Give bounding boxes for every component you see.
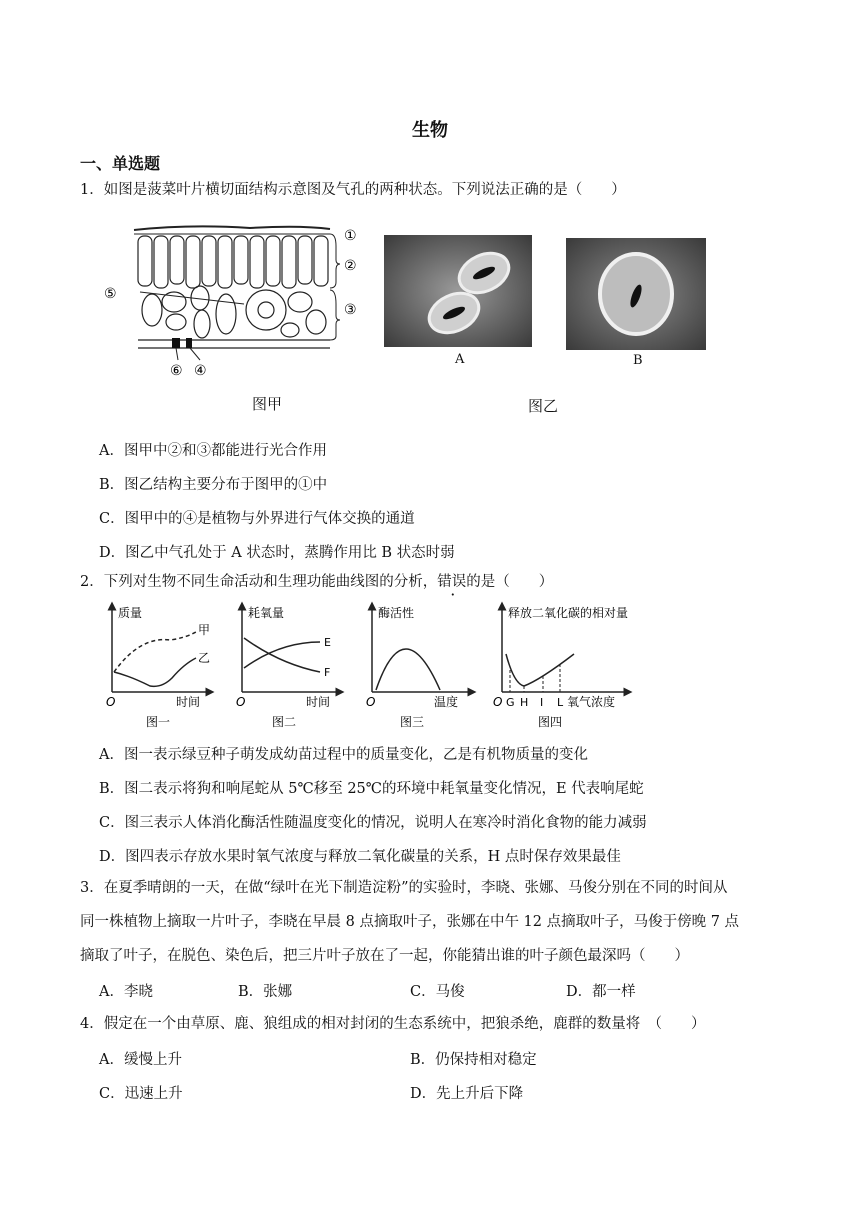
stomata-photo-a bbox=[384, 235, 532, 347]
svg-text:O: O bbox=[106, 695, 116, 709]
q2-stem-pre: 2．下列对生物不同生命活动和生理功能曲线图的分析， bbox=[80, 574, 438, 590]
q2-stem-post: 的是（ ） bbox=[466, 574, 554, 590]
q2-option-d[interactable]: D．图四表示存放水果时氧气浓度与释放二氧化碳量的关系，H 点时保存效果最佳 bbox=[99, 849, 621, 865]
question-1-stem: 1．如图是菠菜叶片横切面结构示意图及气孔的两种状态。下列说法正确的是（ ） bbox=[80, 182, 626, 198]
q3-option-c[interactable]: C．马俊 bbox=[410, 984, 465, 1000]
q1-option-c[interactable]: C．图甲中的④是植物与外界进行气体交换的通道 bbox=[99, 511, 415, 527]
q2-stem-emphasis: 错误 bbox=[437, 574, 467, 590]
stomata-photo-b bbox=[566, 238, 706, 350]
q2-option-c[interactable]: C．图三表示人体消化酶活性随温度变化的情况，说明人在寒冷时消化食物的能力减弱 bbox=[99, 815, 647, 831]
graph-2 bbox=[236, 605, 340, 729]
graph-2-series-f: F bbox=[324, 666, 331, 679]
leaf-cross-section-diagram bbox=[104, 220, 370, 385]
q1-option-a[interactable]: A．图甲中②和③都能进行光合作用 bbox=[99, 443, 327, 459]
svg-text:O: O bbox=[236, 695, 246, 709]
q3-option-b[interactable]: B．张娜 bbox=[238, 984, 293, 1000]
q3-option-a[interactable]: A．李晓 bbox=[99, 984, 153, 1000]
page-title: 生物 bbox=[412, 120, 448, 141]
graph-4-ylabel: 释放二氧化碳的相对量 bbox=[508, 606, 629, 620]
graph-1 bbox=[106, 605, 210, 729]
graph-4-caption: 图四 bbox=[538, 715, 563, 729]
question-3-line-2: 同一株植物上摘取一片叶子，李晓在早晨 8 点摘取叶子，张娜在中午 12 点摘取叶子，马俊于傍晚 7 点 bbox=[80, 914, 740, 930]
label-3: ③ bbox=[344, 302, 357, 318]
label-5: ⑤ bbox=[104, 286, 117, 302]
graph-1-series-jia: 甲 bbox=[198, 623, 211, 637]
graph-2-caption: 图二 bbox=[272, 715, 297, 729]
graph-3 bbox=[366, 605, 472, 729]
q4-option-a[interactable]: A．缓慢上升 bbox=[99, 1052, 182, 1068]
figure-yi-caption: 图乙 bbox=[528, 397, 559, 415]
svg-text:O: O bbox=[493, 695, 503, 709]
graph-3-caption: 图三 bbox=[400, 715, 425, 729]
q1-option-d[interactable]: D．图乙中气孔处于 A 状态时，蒸腾作用比 B 状态时弱 bbox=[99, 545, 455, 561]
photo-label-a: A bbox=[455, 352, 465, 367]
q2-option-b[interactable]: B．图二表示将狗和响尾蛇从 5℃移至 25℃的环境中耗氧量变化情况，E 代表响尾蛇 bbox=[99, 781, 644, 797]
q4-option-b[interactable]: B．仍保持相对稳定 bbox=[410, 1052, 537, 1068]
svg-text:L: L bbox=[557, 696, 564, 709]
graph-1-caption: 图一 bbox=[146, 715, 171, 729]
q1-option-b[interactable]: B．图乙结构主要分布于图甲的①中 bbox=[99, 477, 328, 493]
photo-label-b: B bbox=[633, 353, 643, 368]
graph-3-xlabel: 温度 bbox=[434, 695, 459, 709]
graph-1-xlabel: 时间 bbox=[176, 695, 201, 709]
question-2-stem bbox=[80, 572, 553, 592]
q4-option-c[interactable]: C．迅速上升 bbox=[99, 1086, 183, 1102]
q2-graphs bbox=[100, 602, 660, 732]
svg-text:O: O bbox=[366, 695, 376, 709]
svg-text:I: I bbox=[540, 696, 544, 709]
q4-option-d[interactable]: D．先上升后下降 bbox=[410, 1086, 524, 1102]
question-4-stem: 4．假定在一个由草原、鹿、狼组成的相对封闭的生态系统中，把狼杀绝，鹿群的数量将 （ ） bbox=[80, 1016, 706, 1032]
graph-2-series-e: E bbox=[324, 636, 331, 649]
graph-1-ylabel: 质量 bbox=[118, 606, 143, 620]
label-2: ② bbox=[344, 258, 357, 274]
label-4: ④ bbox=[194, 363, 207, 379]
label-6: ⑥ bbox=[170, 363, 183, 379]
graph-4-xlabel: 氧气浓度 bbox=[567, 695, 616, 709]
graph-4 bbox=[493, 605, 628, 729]
graph-2-ylabel: 耗氧量 bbox=[248, 606, 285, 620]
question-3-line-3: 摘取了叶子，在脱色、染色后，把三片叶子放在了一起，你能猜出谁的叶子颜色最深吗（ ） bbox=[80, 948, 689, 964]
question-3-line-1: 3．在夏季晴朗的一天，在做“绿叶在光下制造淀粉”的实验时，李晓、张娜、马俊分别在不同的时间从 bbox=[80, 880, 728, 896]
label-1: ① bbox=[344, 228, 357, 244]
q3-option-d[interactable]: D．都一样 bbox=[566, 984, 636, 1000]
graph-1-series-yi: 乙 bbox=[198, 651, 211, 665]
section-heading: 一、单选题 bbox=[80, 154, 161, 173]
graph-2-xlabel: 时间 bbox=[306, 695, 331, 709]
svg-text:H: H bbox=[520, 696, 529, 709]
svg-text:G: G bbox=[506, 696, 515, 709]
figure-jia-caption: 图甲 bbox=[252, 395, 283, 413]
graph-3-ylabel: 酶活性 bbox=[378, 606, 415, 620]
q2-option-a[interactable]: A．图一表示绿豆种子萌发成幼苗过程中的质量变化，乙是有机物质量的变化 bbox=[99, 747, 588, 763]
